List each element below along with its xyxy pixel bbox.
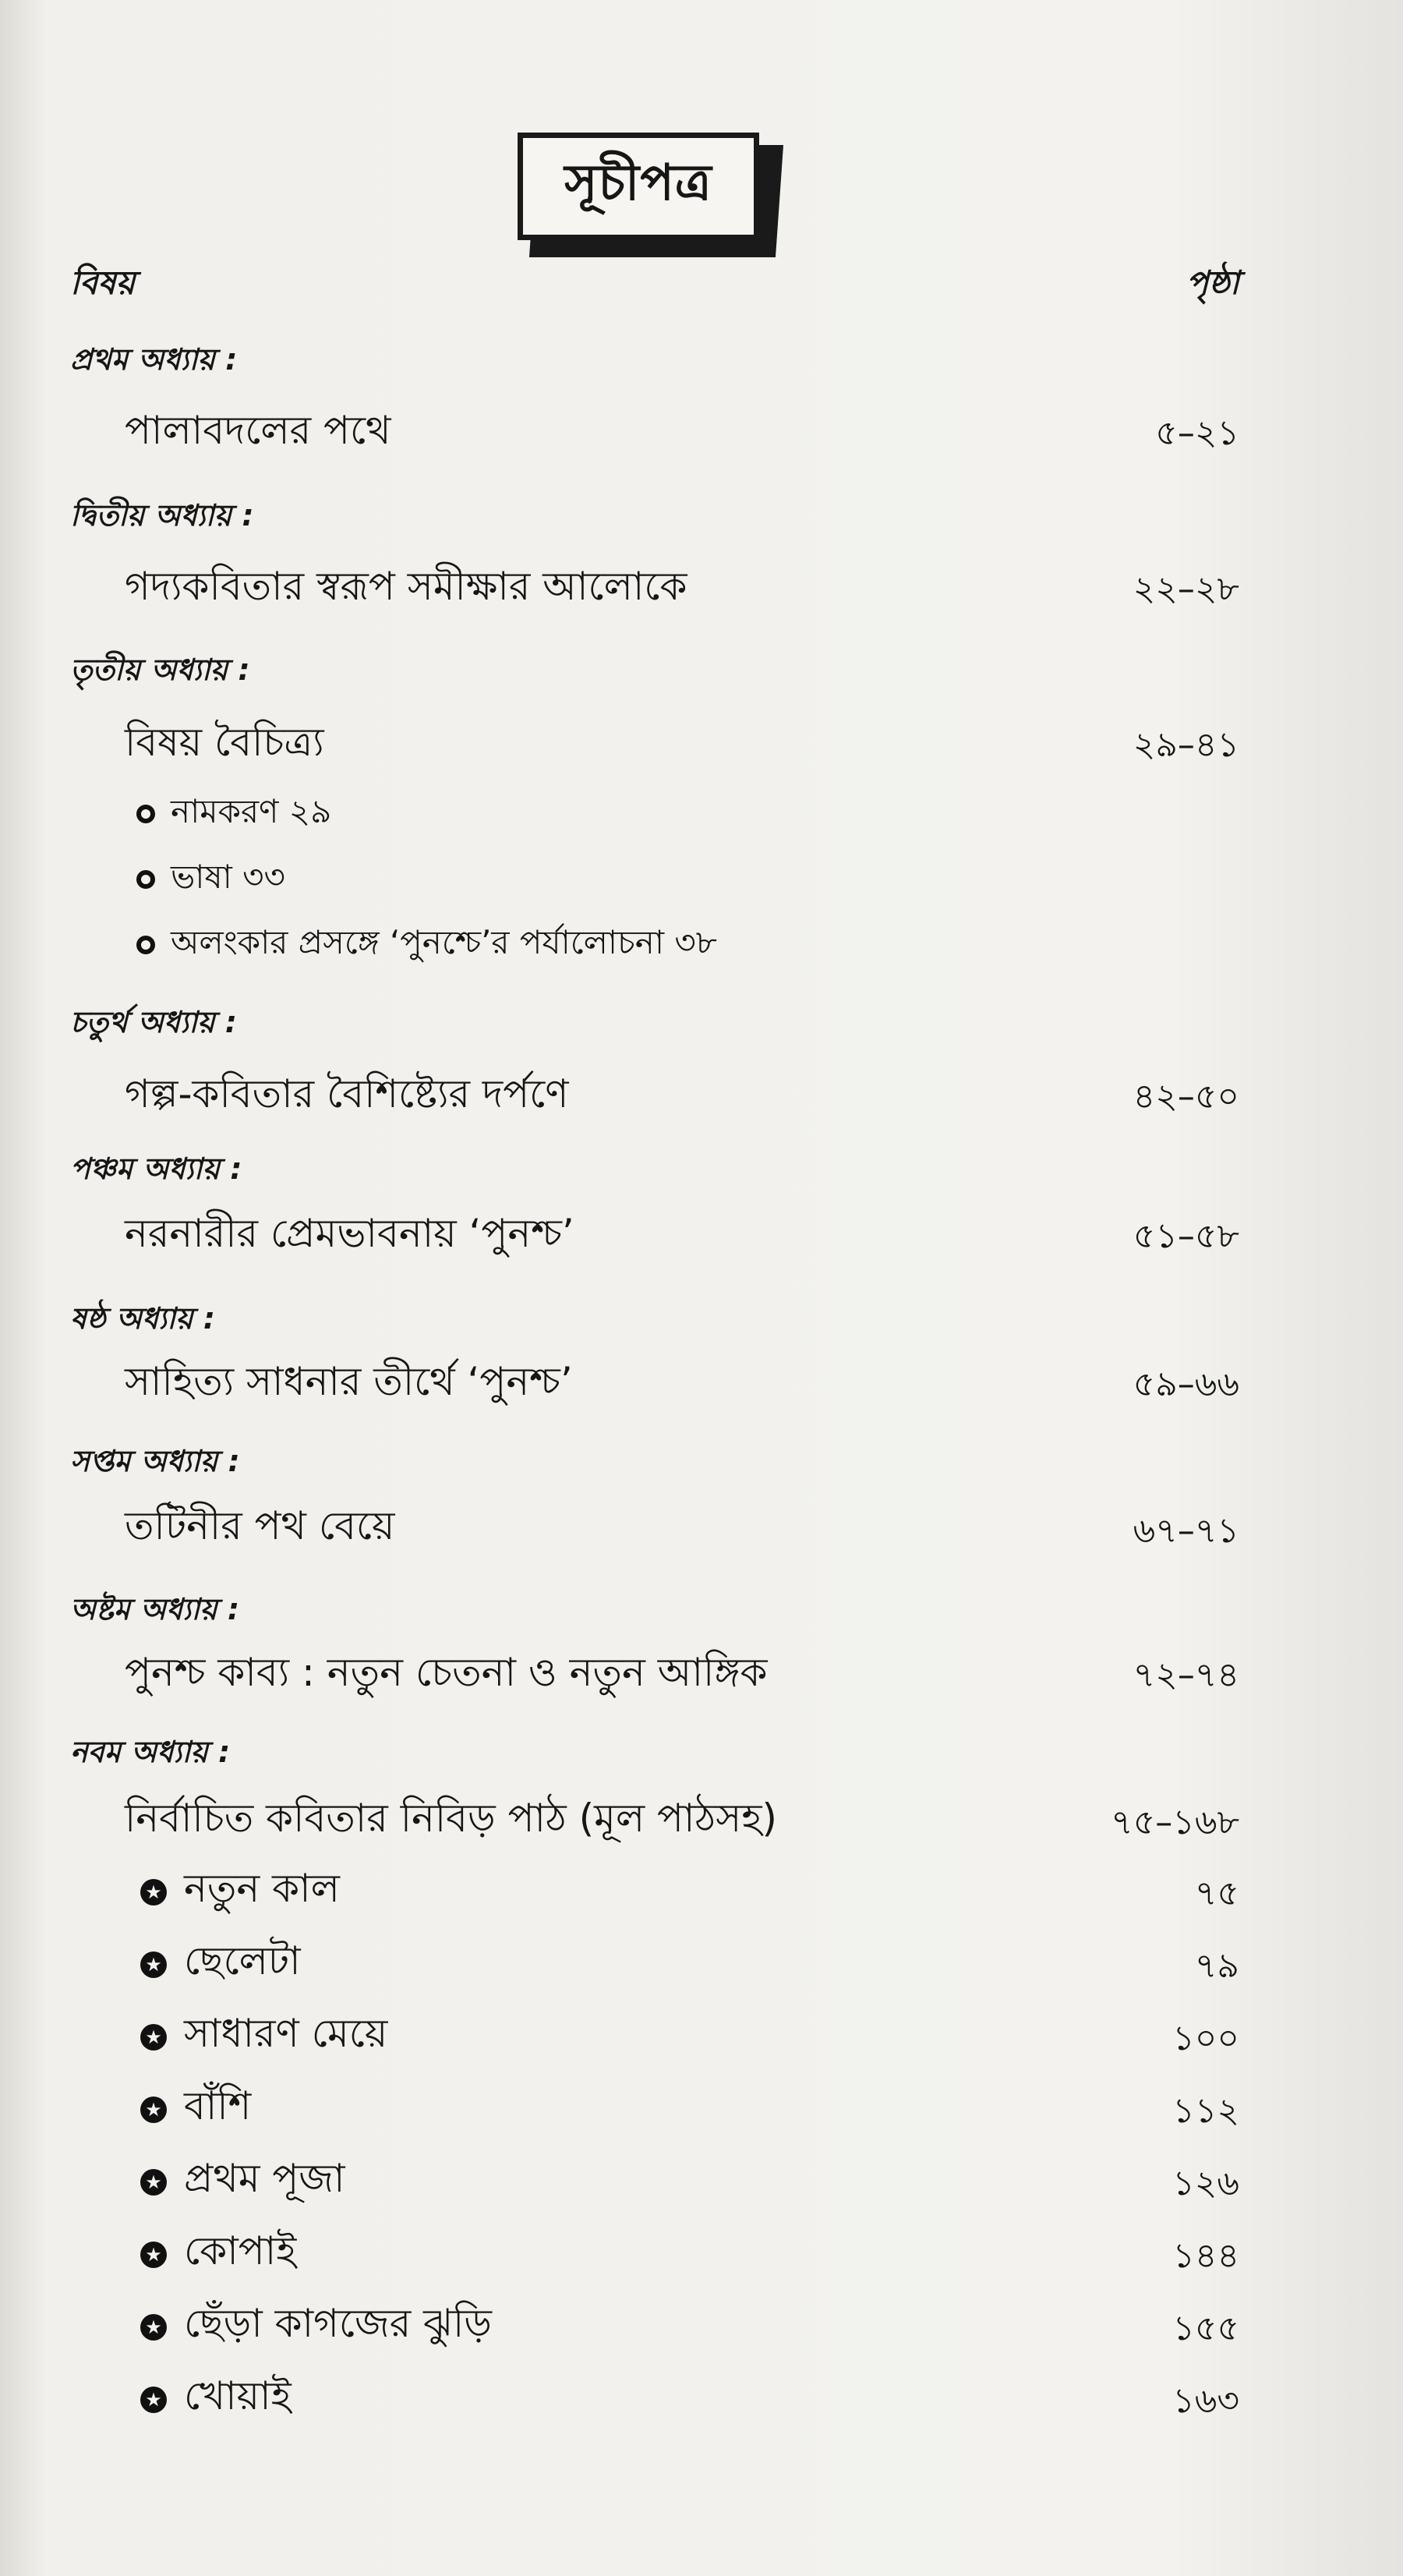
chapter-pages: ২২–২৮ — [1133, 569, 1239, 609]
poem-name: কোপাই — [184, 2228, 297, 2273]
poem-name: বাঁশি — [184, 2083, 252, 2128]
chapter-label: সপ্তম অধ্যায় : — [70, 1444, 240, 1478]
chapter-pages: ৫৯–৬৬ — [1133, 1364, 1239, 1404]
chapter-pages: ৫–২১ — [1155, 413, 1239, 453]
chapter-entry: নরনারীর প্রেমভাবনায় ‘পুনশ্চ’ — [125, 1211, 574, 1256]
chapter-label: চতুর্থ অধ্যায় : — [70, 1005, 237, 1039]
sub-item — [136, 917, 717, 972]
chapter-entry: তটিনীর পথ বেয়ে — [125, 1503, 395, 1548]
poem-page: ১২৬ — [1172, 2164, 1239, 2203]
poem-item — [140, 2222, 296, 2287]
poem-item — [140, 2367, 292, 2432]
poem-name: সাধারণ মেয়ে — [184, 2011, 388, 2056]
poem-page: ১০০ — [1172, 2019, 1239, 2058]
star-bullet-icon: ★ — [140, 1951, 167, 1978]
star-bullet-icon: ★ — [140, 2314, 167, 2341]
poem-page: ১১২ — [1172, 2091, 1239, 2131]
sub-item-label: অলংকার প্রসঙ্গে ‘পুনশ্চে’র পর্যালোচনা ৩৮ — [171, 923, 717, 961]
chapter-pages: ২৯–৪১ — [1133, 725, 1239, 765]
chapter-entry: বিষয় বৈচিত্র্য — [125, 720, 324, 765]
poem-item — [140, 1859, 340, 1924]
chapter-label: নবম অধ্যায় : — [70, 1735, 231, 1769]
circle-bullet-icon — [136, 805, 155, 823]
poem-page: ১৪৪ — [1172, 2236, 1239, 2276]
star-bullet-icon: ★ — [140, 2097, 167, 2123]
chapter-entry: সাহিত্য সাধনার তীর্থে ‘পুনশ্চ’ — [125, 1359, 573, 1404]
star-bullet-icon: ★ — [140, 2024, 167, 2051]
poem-name: ছেলেটা — [184, 1938, 301, 1983]
poem-name: প্রথম পূজা — [184, 2156, 345, 2201]
poem-item — [140, 2005, 387, 2069]
circle-bullet-icon — [136, 870, 155, 889]
chapter-pages: ৬৭–৭১ — [1133, 1511, 1239, 1551]
chapter-pages: ৫১–৫৮ — [1133, 1216, 1239, 1256]
star-bullet-icon: ★ — [140, 2387, 167, 2413]
chapter-label: অষ্টম অধ্যায় : — [70, 1592, 240, 1626]
chapter-label: তৃতীয় অধ্যায় : — [70, 653, 250, 687]
circle-bullet-icon — [136, 936, 155, 954]
poem-page: ৭৯ — [1194, 1946, 1239, 1986]
chapter-label: প্রথম অধ্যায় : — [70, 342, 238, 377]
chapter-entry: পুনশ্চ কাব্য : নতুন চেতনা ও নতুন আঙ্গিক — [125, 1650, 768, 1695]
title-frame — [518, 133, 759, 240]
sub-item — [136, 786, 331, 841]
chapter-entry: গল্প-কবিতার বৈশিষ্ট্যের দর্পণে — [125, 1071, 569, 1116]
chapter-entry: গদ্যকবিতার স্বরূপ সমীক্ষার আলোকে — [125, 564, 687, 609]
sub-item-label: ভাষা ৩৩ — [171, 858, 285, 896]
star-bullet-icon: ★ — [140, 2242, 167, 2268]
sub-item — [136, 851, 285, 907]
title-box — [518, 133, 779, 257]
chapter-pages: ৪২–৫০ — [1133, 1077, 1239, 1116]
chapter-label: দ্বিতীয় অধ্যায় : — [70, 498, 254, 533]
chapter-entry: পালাবদলের পথে — [125, 408, 391, 453]
poem-name: খোয়াই — [184, 2373, 292, 2419]
poem-name: ছেঁড়া কাগজের ঝুড়ি — [184, 2301, 492, 2346]
poem-name: নতুন কাল — [184, 1866, 340, 1911]
poem-item — [140, 2150, 345, 2214]
header-page: পৃষ্ঠা — [1186, 264, 1239, 302]
chapter-entry: নির্বাচিত কবিতার নিবিড় পাঠ (মূল পাঠসহ) — [125, 1796, 778, 1841]
header-subject: বিষয় — [70, 264, 136, 302]
poem-item — [140, 2077, 251, 2142]
star-bullet-icon: ★ — [140, 2169, 167, 2196]
poem-item — [140, 1932, 301, 1997]
page-title: সূচীপত্র — [564, 154, 712, 212]
poem-item — [140, 2295, 492, 2359]
chapter-label: ষষ্ঠ অধ্যায় : — [70, 1301, 215, 1336]
poem-page: ১৬৩ — [1172, 2381, 1239, 2421]
star-bullet-icon: ★ — [140, 1879, 167, 1905]
chapter-label: পঞ্চম অধ্যায় : — [70, 1152, 242, 1186]
poem-page: ১৫৫ — [1172, 2309, 1239, 2348]
sub-item-label: নামকরণ ২৯ — [171, 792, 332, 830]
poem-page: ৭৫ — [1194, 1874, 1239, 1913]
chapter-pages: ৭২–৭৪ — [1133, 1655, 1239, 1695]
chapter-pages: ৭৫–১৬৮ — [1111, 1803, 1239, 1842]
